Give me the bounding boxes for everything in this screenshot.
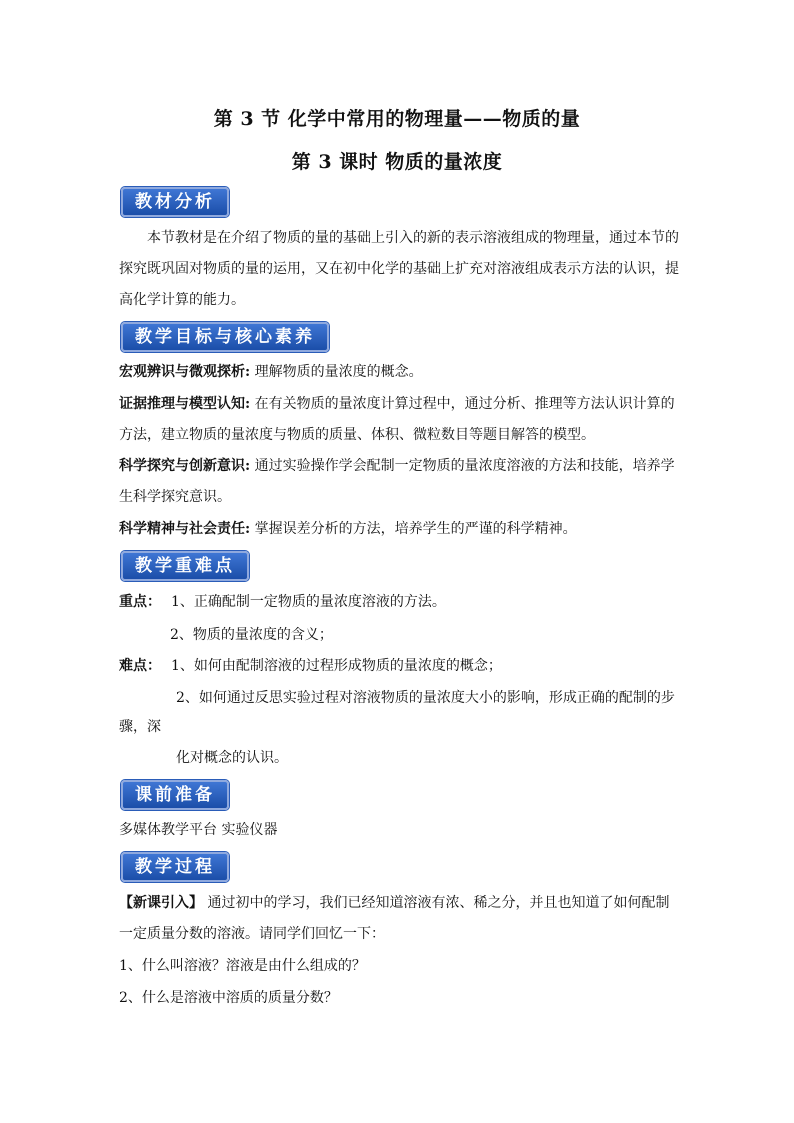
- goal-text: 生科学探究意识。: [119, 489, 231, 505]
- goal-item: [119, 456, 679, 476]
- section-badge-keypoints: 教学重难点: [121, 551, 249, 581]
- analysis-line-2: 探究既巩固对物质的量的运用，又在初中化学的基础上扩充对溶液组成表示方法的认识，提: [119, 261, 679, 277]
- section-badge-analysis: 教材分析: [121, 187, 229, 217]
- difficulty-2: 2、如何通过反思实验过程对溶液物质的量浓度大小的影响，形成正确的配制的步: [176, 690, 675, 706]
- section-badge-goals: 教学目标与核心素养: [121, 322, 329, 352]
- analysis-line-3: 高化学计算的能力。: [119, 292, 245, 308]
- difficulty-text: 1、如何由配制溶液的过程形成物质的量浓度的概念；: [171, 658, 502, 674]
- intro-text: 通过初中的学习，我们已经知道溶液有浓、稀之分，并且也知道了如何配制: [203, 895, 670, 911]
- intro-line-2: 一定质量分数的溶液。请同学们回忆一下：: [119, 926, 385, 942]
- page-subtitle: 第 3 课时 物质的量浓度: [291, 151, 503, 173]
- section-badge-prep: 课前准备: [121, 780, 229, 810]
- key-point-2: 2、物质的量浓度的含义；: [170, 627, 333, 643]
- key-text: 1、正确配制一定物质的量浓度溶液的方法。: [171, 594, 446, 610]
- key-label: 重点：: [119, 594, 161, 610]
- goal-text: 通过实验操作学会配制一定物质的量浓度溶液的方法和技能，培养学: [250, 458, 675, 474]
- analysis-line-1: 本节教材是在介绍了物质的量的基础上引入的新的表示溶液组成的物理量，通过本节的: [147, 230, 679, 246]
- goal-item: [119, 362, 679, 382]
- goal-item: [119, 487, 679, 507]
- question-1: 1、什么叫溶液？溶液是由什么组成的？: [119, 958, 366, 974]
- goal-text: 理解物质的量浓度的概念。: [250, 364, 423, 380]
- key-point-1: [119, 592, 679, 612]
- difficulty-2-cont: 骤，深: [119, 719, 161, 735]
- question-2: 2、什么是溶液中溶质的质量分数？: [119, 990, 338, 1006]
- prep-text: 多媒体教学平台 实验仪器: [119, 822, 278, 838]
- goal-text: 掌握误差分析的方法，培养学生的严谨的科学精神。: [250, 521, 577, 537]
- page-title: 第 3 节 化学中常用的物理量——物质的量: [213, 108, 581, 130]
- goal-label: 科学探究与创新意识:: [119, 458, 251, 474]
- goal-item: [119, 519, 679, 539]
- difficulty-label: 难点：: [119, 658, 161, 674]
- goal-label: 证据推理与模型认知:: [119, 396, 251, 412]
- goal-label: 宏观辨识与微观探析:: [119, 364, 251, 380]
- goal-item: [119, 394, 679, 414]
- difficulty-1: [119, 656, 679, 676]
- goal-text: 在有关物质的量浓度计算过程中，通过分析、推理等方法认识计算的: [250, 396, 675, 412]
- difficulty-2-end: 化对概念的认识。: [176, 750, 288, 766]
- goal-item: [119, 425, 679, 445]
- goal-text: 方法，建立物质的量浓度与物质的质量、体积、微粒数目等题目解答的模型。: [119, 427, 595, 443]
- intro-line-1: [119, 893, 679, 913]
- section-badge-process: 教学过程: [121, 852, 229, 882]
- goal-label: 科学精神与社会责任:: [119, 521, 251, 537]
- intro-label: 【新课引入】: [119, 895, 203, 911]
